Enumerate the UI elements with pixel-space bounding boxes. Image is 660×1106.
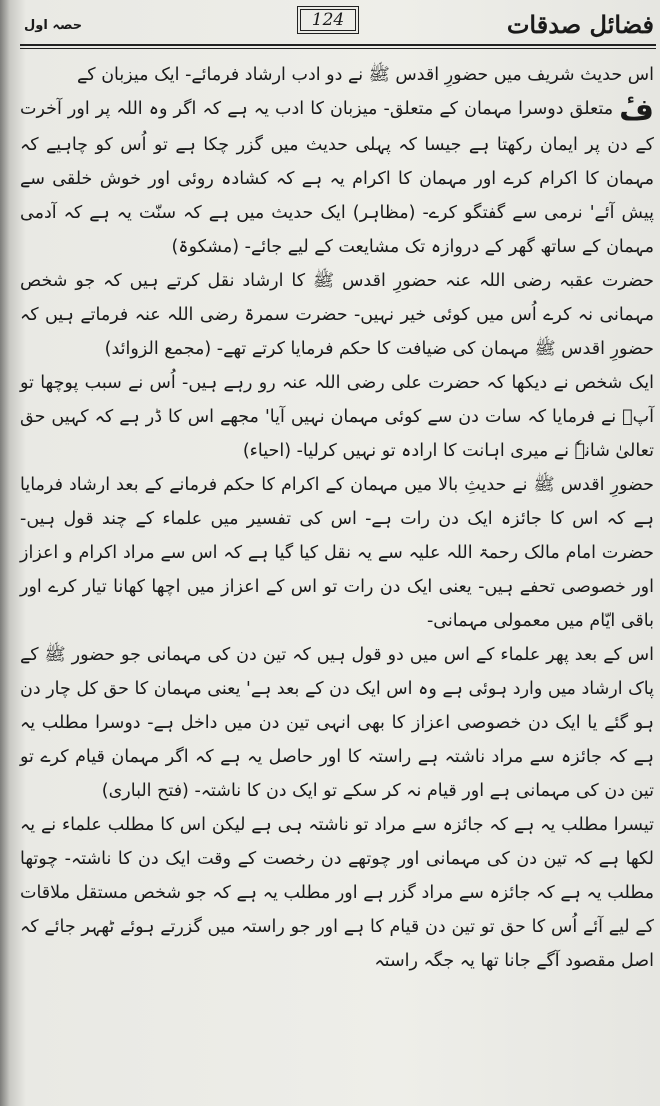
header-rule [20, 44, 656, 46]
paragraph: اس حدیث شریف میں حضورِ اقدس ﷺ نے دو ادب ارشاد فرمائے- ایک میزبان کے [77, 65, 654, 85]
page-header [0, 6, 660, 46]
paragraph: حضورِ اقدس ﷺ نے حدیثِ بالا میں مہمان کے اکرام کا حکم فرمانے کے بعد ارشاد فرمایا ہے کہ اس کا جائزہ ایک دن رات ہے- اس کی تفسیر میں علماء کے چند قول ہیں- حضرت امام مالک رحمۃ اللہ علیہ سے یہ نقل کیا گیا ہے کہ اس سے مراد اکرام و اعزاز اور خصوصی تحفے ہیں- یعنی ایک دن رات تو اس کے اعزاز میں اچھا کھانا تیار کرے اور باقی ایّام میں معمولی مہمانی- [20, 475, 654, 631]
paragraph: حضرت عقبہ رضی اللہ عنہ حضورِ اقدس ﷺ کا ارشاد نقل کرتے ہیں کہ جو شخص مہمانی نہ کرے اُس میں کوئی خیر نہیں- حضرت سمرۃ رضی اللہ عنہ فرماتے ہیں کہ حضورِ اقدس ﷺ مہمان کی ضیافت کا حکم فرمایا کرتے تھے- (مجمع الزوائد) [20, 271, 654, 359]
paragraph: تیسرا مطلب یہ ہے کہ جائزہ سے مراد تو ناشتہ ہی ہے لیکن اس کا مطلب علماء نے یہ لکھا ہے کہ تین دن کی مہمانی اور چوتھے دن رخصت کے وقت ایک دن کا ناشتہ- چوتھا مطلب یہ ہے کہ جائزہ سے مراد گزر ہے اور مطلب یہ ہے کہ جو شخص مستقل ملاقات کے لیے آئے اُس کا حق تو تین دن قیام کا ہے اور جو راستہ میں گزرتے ہوئے ٹھہر جائے کہ اصل مقصود آگے جانا تھا یہ جگہ راستہ [20, 815, 654, 971]
paragraph: ایک شخص نے دیکھا کہ حضرت علی رضی اللہ عنہ رو رہے ہیں- اُس نے سبب پوچھا تو آپؓ نے فرمایا کہ سات دن سے کوئی مہمان نہیں آیا' مجھے اس کا ڈر ہے کہ کہیں حق تعالیٰ شانہٗ نے میری اہانت کا ارادہ تو نہیں کرلیا- (احیاء) [20, 373, 654, 461]
part-label: حصہ اول [24, 18, 83, 33]
fa-mark: فٔ [619, 93, 654, 128]
paragraph: اس کے بعد پھر علماء کے اس میں دو قول ہیں کہ تین دن کی مہمانی جو حضور ﷺ کے پاک ارشاد میں وارد ہوئی ہے وہ اس ایک دن کے بعد ہے' یعنی مہمان کا حق کل چار دن ہو گئے یا ایک دن خصوصی اعزاز کا بھی انہی تین دن میں داخل ہے- دوسرا مطلب یہ ہے کہ جائزہ سے مراد ناشتہ ہے راستہ کا اور حاصل یہ ہے کہ اگر مہمان قیام کرے تو تین دن کی مہمانی ہے اور قیام نہ کر سکے تو ایک دن کا ناشتہ- (فتح الباری) [20, 645, 654, 801]
paragraph: فٔمتعلق دوسرا مہمان کے متعلق- میزبان کا ادب یہ ہے کہ اگر وہ اللہ پر اور آخرت کے دن پر ایمان رکھتا ہے جیسا کہ پہلی حدیث میں گزر چکا ہے تو اُس کو چاہیے کہ مہمان کا اکرام کرے اور مہمان کا اکرام یہ ہے کہ کشادہ روئی اور خوش خلقی سے پیش آئے' نرمی سے گفتگو کرے- (مظاہر) ایک حدیث میں ہے کہ سنّت یہ ہے کہ آدمی مہمان کے ساتھ گھر کے دروازہ تک مشایعت کے لیے جائے- (مشکوۃ) [20, 93, 654, 257]
page-body [20, 58, 654, 978]
book-title: فضائل صدقات [506, 10, 654, 39]
header-rule-thin [20, 48, 656, 49]
page-number: 124 [297, 6, 359, 34]
